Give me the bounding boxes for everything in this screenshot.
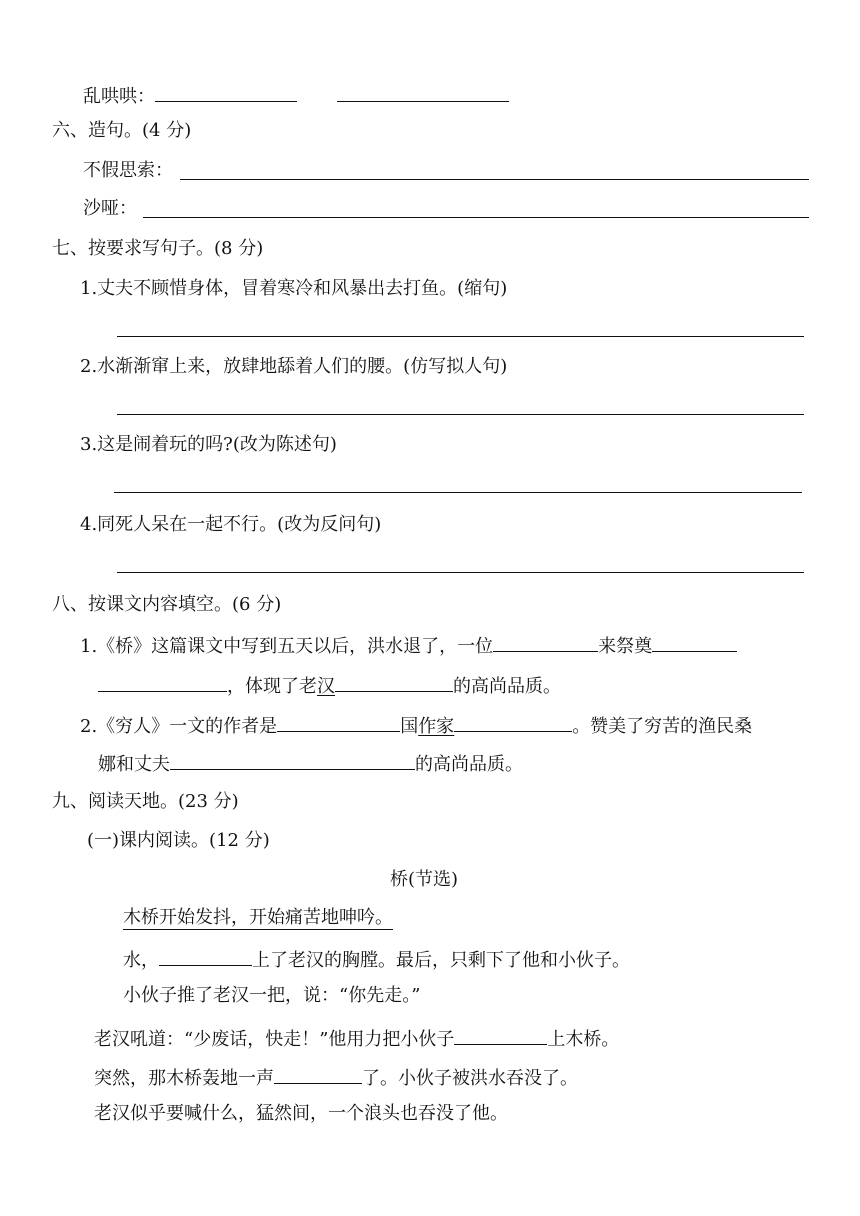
answer-blank[interactable] (454, 1025, 547, 1045)
answer-blank[interactable] (454, 712, 572, 732)
question-7-3: 3.这是闹着玩的吗?(改为陈述句) (80, 434, 337, 455)
answer-blank[interactable] (493, 632, 598, 652)
answer-line[interactable] (143, 217, 809, 218)
question-7-2: 2.水渐渐窜上来，放肆地舔着人们的腰。(仿写拟人句) (80, 356, 508, 377)
answer-blank[interactable] (159, 946, 252, 966)
answer-line[interactable] (117, 572, 804, 573)
question-7-1: 1.丈夫不顾惜身体，冒着寒冷和风暴出去打鱼。(缩句) (80, 278, 508, 299)
passage-paragraph-1: 木桥开始发抖，开始痛苦地呻吟。 (123, 907, 393, 928)
question-7-4: 4.同死人呆在一起不行。(改为反问句) (80, 514, 382, 535)
question-8-1-line1: 1.《桥》这篇课文中写到五天以后，洪水退了，一位 来祭奠 (80, 632, 737, 658)
passage-paragraph-4: 老汉吼道：“少废话，快走！”他用力把小伙子 上木桥。 (94, 1025, 619, 1051)
question-8-2-line1: 2.《穷人》一文的作者是 国作家 。赞美了穷苦的渔民桑 (80, 712, 752, 738)
word-label: 乱哄哄： (83, 86, 155, 107)
word-bujiasisuo: 不假思索： (83, 160, 173, 181)
section-9-heading: 九、阅读天地。(23 分) (52, 791, 239, 812)
answer-blank[interactable] (155, 82, 297, 102)
question-8-1-line2: ，体现了老汉 的高尚品质。 (98, 672, 561, 698)
answer-blank[interactable] (98, 672, 227, 692)
answer-blank[interactable] (652, 632, 737, 652)
answer-blank[interactable] (274, 1064, 362, 1084)
answer-line[interactable] (114, 492, 802, 493)
answer-line[interactable] (180, 179, 809, 180)
question-8-2-line2: 娜和丈夫 的高尚品质。 (98, 750, 523, 776)
passage-paragraph-3: 小伙子推了老汉一把，说：“你先走。” (123, 985, 421, 1006)
passage-title: 桥(节选) (390, 869, 459, 890)
answer-blank[interactable] (337, 82, 509, 102)
section-6-heading: 六、造句。(4 分) (52, 120, 192, 141)
answer-blank[interactable] (335, 672, 453, 692)
subsection-heading: (一)课内阅读。(12 分) (87, 830, 270, 851)
passage-paragraph-2: 水， 上了老汉的胸膛。最后，只剩下了他和小伙子。 (123, 946, 630, 972)
passage-paragraph-6: 老汉似乎要喊什么，猛然间，一个浪头也吞没了他。 (94, 1103, 508, 1124)
section-8-heading: 八、按课文内容填空。(6 分) (52, 594, 282, 615)
answer-blank[interactable] (170, 750, 415, 770)
answer-line[interactable] (117, 336, 804, 337)
word-luanhonghong (83, 82, 509, 108)
passage-paragraph-5: 突然，那木桥轰地一声 了。小伙子被洪水吞没了。 (94, 1064, 578, 1090)
word-shaya: 沙哑： (83, 198, 137, 219)
answer-line[interactable] (117, 414, 804, 415)
section-7-heading: 七、按要求写句子。(8 分) (52, 238, 264, 259)
answer-blank[interactable] (277, 712, 400, 732)
